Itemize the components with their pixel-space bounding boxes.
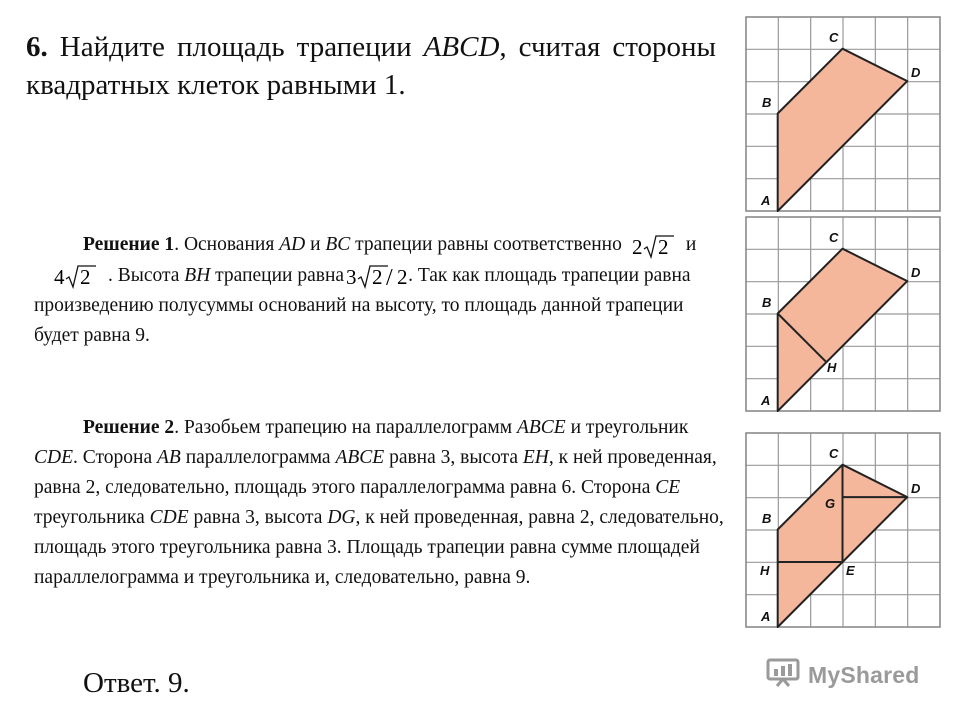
figure-solution-2	[745, 432, 941, 628]
solution-1-text: трапеции равны соответственно	[350, 234, 622, 255]
solution-2-text: параллелограмма	[180, 447, 336, 468]
segment-ab: AB	[156, 447, 181, 468]
coef: 2	[631, 234, 643, 259]
segment-dg: DG	[327, 507, 356, 528]
math-height-expression	[344, 261, 408, 291]
watermark-text: MyShared	[808, 661, 920, 688]
math-four-sqrt-two	[52, 261, 98, 291]
problem-text: Найдите площадь трапеции	[47, 31, 424, 63]
parallelogram-name: ABCE	[516, 417, 566, 438]
label-c: C	[829, 446, 839, 461]
problem-number: 6.	[26, 31, 48, 63]
answer: Ответ. 9.	[83, 667, 190, 699]
label-a: A	[761, 609, 771, 624]
coef: 4	[54, 265, 65, 290]
segment-bc: BC	[325, 234, 351, 255]
label-d: D	[911, 65, 921, 80]
label-b: B	[762, 511, 772, 526]
segment-eh: EH	[522, 447, 549, 468]
solution-2-text: . Сторона	[73, 447, 157, 468]
solution-2-text: треугольника	[34, 507, 150, 528]
watermark	[766, 657, 920, 693]
solution-2-text: , к ней проведенная, равна 2, следовательно, площадь этого треугольника равна 3. Площадь трапеции равна сумме площадей параллелограмма и треугольника и, следовательно, равна 9.	[34, 507, 724, 588]
triangle-name: CDE	[34, 447, 73, 468]
solution-2-text: равна 3, высота	[188, 507, 328, 528]
label-c: C	[829, 30, 839, 45]
problem-text-end: , считая стороны квадратных клеток равными 1.	[26, 31, 716, 101]
presentation-icon	[766, 657, 800, 693]
problem-statement	[26, 28, 716, 104]
slash: /	[386, 265, 393, 292]
label-b: B	[762, 95, 772, 110]
triangle-name: CDE	[149, 507, 189, 528]
solution-1	[34, 230, 724, 351]
solution-1-text: . Высота	[108, 264, 185, 286]
solution-2	[34, 413, 724, 593]
label-h: H	[827, 360, 837, 375]
solution-1-title: Решение 1	[83, 234, 175, 255]
solution-1-text: . Так как площадь трапеции равна произведению полусуммы оснований на высоту, то площадь данной трапеции будет равна 9.	[34, 264, 691, 347]
trapezoid-name: ABCD	[423, 31, 500, 63]
label-d: D	[911, 265, 921, 280]
label-e: E	[846, 563, 855, 578]
figure-trapezoid	[745, 16, 941, 212]
divisor: 2	[397, 265, 408, 290]
coef: 3	[346, 265, 357, 290]
solution-1-text: и	[305, 234, 326, 255]
radicand: 2	[80, 265, 91, 290]
segment-ad: AD	[279, 234, 306, 255]
solution-2-text: . Разобьем трапецию на параллелограмм	[174, 417, 517, 438]
solution-1-text: . Основания	[174, 234, 280, 255]
math-two-sqrt-two	[630, 231, 676, 261]
label-a: A	[761, 393, 771, 408]
solution-2-text: и треугольник	[565, 417, 689, 438]
label-c: C	[829, 230, 839, 245]
label-a: A	[761, 193, 771, 208]
segment-ce: CE	[655, 477, 681, 498]
parallelogram-name: ABCE	[335, 447, 385, 468]
radicand: 2	[657, 234, 669, 259]
label-h: H	[760, 563, 770, 578]
solution-2-text: равна 3, высота	[384, 447, 523, 468]
label-d: D	[911, 481, 921, 496]
label-b: B	[762, 295, 772, 310]
solution-2-title: Решение 2	[83, 417, 175, 438]
label-g: G	[825, 496, 836, 511]
radicand: 2	[372, 265, 383, 290]
segment-bh: BH	[184, 264, 211, 286]
solution-1-text: и	[685, 234, 697, 255]
solution-2-text: , к ней проведенная, равна 2, следовательно, площадь этого параллелограмма равна 6. Сторона	[34, 447, 717, 498]
solution-1-text: трапеции равна	[210, 264, 345, 286]
figure-solution-1	[745, 216, 941, 412]
